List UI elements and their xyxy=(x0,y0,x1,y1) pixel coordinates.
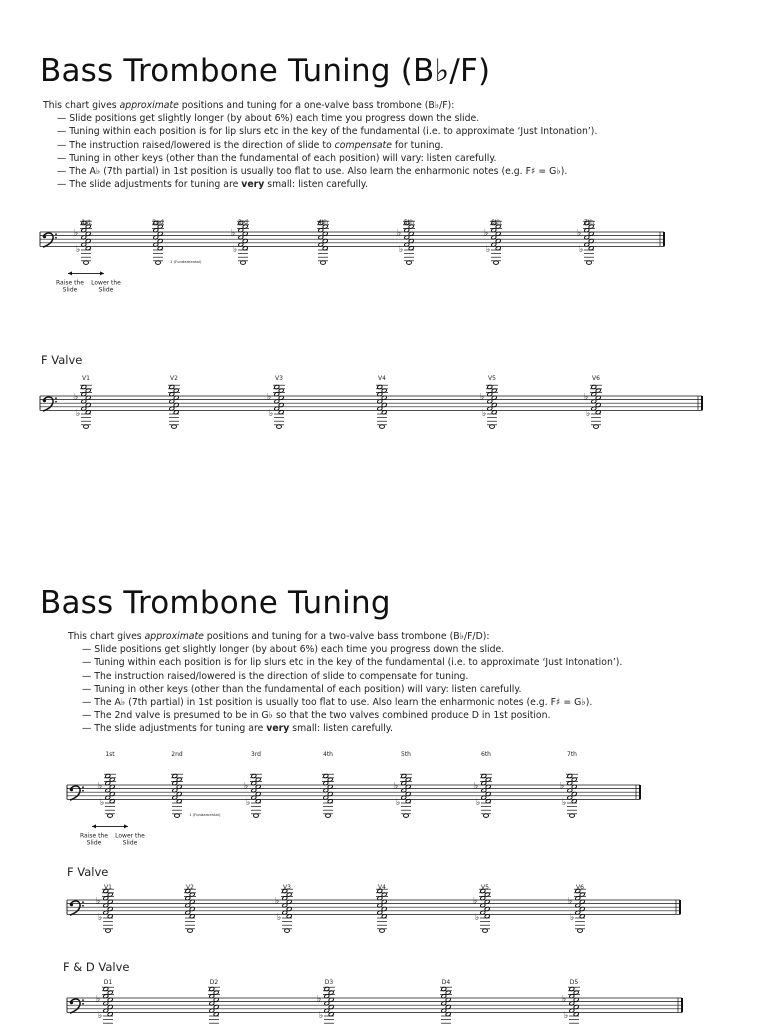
position-label: D1 xyxy=(103,979,113,986)
svg-text:♭: ♭ xyxy=(233,244,238,255)
svg-text:♭: ♭ xyxy=(484,228,489,239)
staff-f-valve-two xyxy=(0,878,768,960)
bass-clef-icon xyxy=(70,786,84,800)
svg-text:♭: ♭ xyxy=(269,408,274,419)
tip-item: — The slide adjustments for tuning are very small: listen carefully. xyxy=(82,722,622,735)
position-label: 1st xyxy=(81,219,91,226)
position-label: V4 xyxy=(378,375,386,382)
tip-item: — The slide adjustments for tuning are very small: listen carefully. xyxy=(57,178,597,191)
position-label: 5th xyxy=(404,219,414,226)
tip-item: — Slide positions get slightly longer (by about 6%) each time you progress down the slide. xyxy=(82,643,622,656)
svg-text:♭: ♭ xyxy=(397,228,402,239)
staff-slide-positions xyxy=(0,210,768,325)
position-label: V3 xyxy=(283,884,291,891)
svg-text:♭: ♭ xyxy=(476,797,481,808)
bass-clef-icon xyxy=(43,397,57,411)
svg-text:♭: ♭ xyxy=(244,781,249,792)
tips-list xyxy=(68,643,622,735)
position-label: D3 xyxy=(324,979,334,986)
svg-text:♭: ♭ xyxy=(396,797,401,808)
page-title-two-valve: Bass Trombone Tuning xyxy=(40,585,391,621)
svg-text:♭: ♭ xyxy=(562,797,567,808)
position-label: 4th xyxy=(323,751,333,758)
tip-item: — The instruction raised/lowered is the direction of slide to compensate for tuning. xyxy=(82,670,622,683)
section-label-f-d-valve: F & D Valve xyxy=(63,960,130,974)
intro-text xyxy=(43,99,597,191)
position-label: 2nd xyxy=(171,751,183,758)
svg-text:♭: ♭ xyxy=(98,912,103,923)
position-label: V5 xyxy=(481,884,489,891)
position-label: 3rd xyxy=(238,219,248,226)
tip-item: — The 2nd valve is presumed to be in G♭ so that the two valves combined produce D in 1st position. xyxy=(82,709,622,722)
svg-text:♭: ♭ xyxy=(586,408,591,419)
tip-item: — The A♭ (7th partial) in 1st position is usually too flat to use. Also learn the enharmonic notes (e.g. F♯ = G♭). xyxy=(82,696,622,709)
svg-text:♭: ♭ xyxy=(267,392,272,403)
position-label: V4 xyxy=(378,884,386,891)
svg-text:♭: ♭ xyxy=(473,896,478,907)
svg-text:♭: ♭ xyxy=(474,781,479,792)
section-label-f-valve-two: F Valve xyxy=(67,865,109,879)
svg-text:♭: ♭ xyxy=(584,392,589,403)
svg-text:♭: ♭ xyxy=(570,912,575,923)
svg-text:♭: ♭ xyxy=(568,896,573,907)
svg-text:♭: ♭ xyxy=(486,244,491,255)
intro-sentence: This chart gives approximate positions and tuning for a one-valve bass trombone (B♭/F): xyxy=(43,100,455,111)
position-label: D5 xyxy=(569,979,579,986)
position-label: V3 xyxy=(275,375,283,382)
svg-text:♭: ♭ xyxy=(482,408,487,419)
svg-text:♭: ♭ xyxy=(74,228,79,239)
tip-item: — The A♭ (7th partial) in 1st position is usually too flat to use. Also learn the enharmonic notes (e.g. F♯ = G♭). xyxy=(57,165,597,178)
tip-item: — Tuning in other keys (other than the fundamental of each position) will vary: listen carefully. xyxy=(57,152,597,165)
tip-item: — Tuning in other keys (other than the fundamental of each position) will vary: listen carefully. xyxy=(82,683,622,696)
fundamental-annotation: 1 (Fundamental) xyxy=(170,258,202,264)
svg-text:♭: ♭ xyxy=(277,912,282,923)
position-label: V1 xyxy=(104,884,112,891)
svg-text:♭: ♭ xyxy=(475,912,480,923)
position-label: 5th xyxy=(401,751,411,758)
svg-text:♭: ♭ xyxy=(394,781,399,792)
svg-text:♭: ♭ xyxy=(100,797,105,808)
position-label: 7th xyxy=(584,219,594,226)
intro-sentence: This chart gives approximate positions and tuning for a two-valve bass trombone (B♭/F/D): xyxy=(68,631,490,642)
position-label: V1 xyxy=(82,375,90,382)
position-label: 6th xyxy=(491,219,501,226)
svg-text:♭: ♭ xyxy=(564,1010,569,1021)
fundamental-annotation: 1 (Fundamental) xyxy=(189,811,221,817)
svg-text:♭: ♭ xyxy=(319,1010,324,1021)
svg-text:♭: ♭ xyxy=(76,408,81,419)
page-title: Bass Trombone Tuning (B♭/F) xyxy=(40,53,491,89)
staff-f-d-valve xyxy=(0,976,768,1024)
svg-text:♭: ♭ xyxy=(96,896,101,907)
position-label: D4 xyxy=(441,979,451,986)
staff-slide-positions-two-valve xyxy=(0,740,768,858)
tip-item: — Tuning within each position is for lip slurs etc in the key of the fundamental (i.e. to approximate ‘Just Intonation’). xyxy=(57,125,597,138)
svg-text:♭: ♭ xyxy=(96,994,101,1005)
position-label: V5 xyxy=(488,375,496,382)
position-label: V6 xyxy=(576,884,584,891)
svg-text:♭: ♭ xyxy=(74,392,79,403)
intro-text-two-valve xyxy=(68,630,622,736)
legend-lower-slide: Lower the Slide xyxy=(91,279,121,294)
svg-text:♭: ♭ xyxy=(577,228,582,239)
raise-lower-arrow-icon xyxy=(92,824,128,828)
tip-item: — Slide positions get slightly longer (by about 6%) each time you progress down the slide. xyxy=(57,112,597,125)
bass-clef-icon xyxy=(70,999,84,1013)
svg-text:♭: ♭ xyxy=(98,1010,103,1021)
svg-text:♭: ♭ xyxy=(317,994,322,1005)
position-label: 2nd xyxy=(152,219,164,226)
svg-text:♭: ♭ xyxy=(76,244,81,255)
tip-item: — Tuning within each position is for lip slurs etc in the key of the fundamental (i.e. to approximate ‘Just Intonation’). xyxy=(82,656,622,669)
svg-text:♭: ♭ xyxy=(275,896,280,907)
bass-clef-icon xyxy=(43,233,57,247)
bass-clef-icon xyxy=(70,901,84,915)
legend-lower-slide: Lower the Slide xyxy=(115,832,145,847)
svg-text:♭: ♭ xyxy=(231,228,236,239)
position-label: 1st xyxy=(105,751,115,758)
svg-text:♭: ♭ xyxy=(562,994,567,1005)
svg-text:♭: ♭ xyxy=(560,781,565,792)
position-label: V2 xyxy=(186,884,194,891)
legend-raise-slide: Raise the Slide xyxy=(80,832,108,847)
raise-lower-arrow-icon xyxy=(68,271,104,275)
svg-text:♭: ♭ xyxy=(480,392,485,403)
position-label: V6 xyxy=(592,375,600,382)
svg-text:♭: ♭ xyxy=(98,781,103,792)
position-label: 3rd xyxy=(251,751,261,758)
position-label: 6th xyxy=(481,751,491,758)
section-label-f-valve: F Valve xyxy=(41,353,83,367)
tips-list xyxy=(43,112,597,191)
staff-f-valve xyxy=(0,368,768,448)
svg-text:♭: ♭ xyxy=(579,244,584,255)
position-label: 4th xyxy=(318,219,328,226)
position-label: 7th xyxy=(567,751,577,758)
position-label: V2 xyxy=(170,375,178,382)
svg-text:♭: ♭ xyxy=(246,797,251,808)
position-label: D2 xyxy=(209,979,219,986)
svg-text:♭: ♭ xyxy=(399,244,404,255)
tip-item: — The instruction raised/lowered is the direction of slide to compensate for tuning. xyxy=(57,139,597,152)
legend-raise-slide: Raise the Slide xyxy=(56,279,84,294)
